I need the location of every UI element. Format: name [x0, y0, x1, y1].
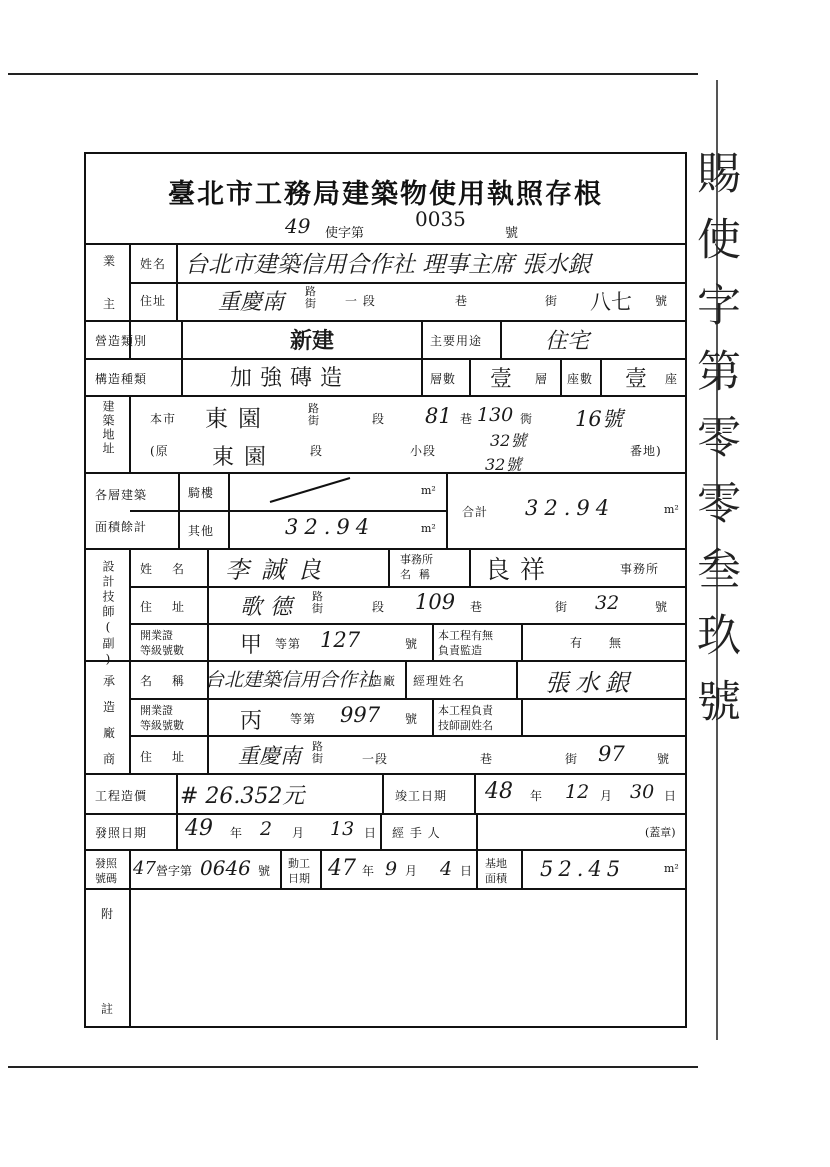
designer-section-label: 設計技師(副): [101, 560, 115, 669]
cost-value: # 26.352元: [180, 784, 305, 809]
site-small-section-word: 小段: [410, 444, 437, 458]
start-label-2: 日期: [288, 872, 310, 885]
contractor-number-value: 97: [598, 742, 625, 766]
site-number-value: 16號: [575, 407, 623, 431]
contractor-road-label: 路街: [312, 740, 323, 765]
issue-year: 49: [185, 816, 213, 841]
area-label-2: 面積餘計: [95, 520, 148, 534]
floors-unit: 層: [535, 372, 549, 386]
designer-number-value: 32: [595, 592, 620, 614]
arcade-label: 騎樓: [188, 486, 215, 500]
contractor-name-value: 台北建築信用合作社: [205, 669, 377, 691]
designer-office-suffix: 事務所: [620, 562, 660, 576]
start-label-1: 動工: [288, 857, 310, 870]
license-prefix: 使字第: [325, 226, 365, 241]
permit-year: 47: [133, 858, 156, 879]
license-year: 49: [285, 214, 311, 238]
designer-street-word: 街: [555, 600, 569, 614]
permit-label-1: 發照: [95, 857, 117, 870]
seal-label: (蓋章): [645, 826, 676, 839]
permit-suffix: 號: [258, 864, 272, 878]
start-month: 9: [385, 858, 398, 880]
page-title: 臺北市工務局建築物使用執照存根: [168, 179, 603, 210]
contractor-name-label: 名稱: [140, 674, 205, 688]
license-number: 0035: [415, 207, 466, 231]
site-orig-road: 東園: [212, 445, 277, 470]
contractor-section-label-3: 廠: [103, 726, 117, 740]
land-label-2: 面積: [485, 872, 507, 885]
structure-value: 加強磚造: [230, 366, 351, 391]
contractor-number-word: 號: [657, 752, 671, 766]
license-suffix: 號: [505, 226, 519, 241]
site-section-word: 段: [372, 412, 386, 426]
site-orig-label: (原: [150, 444, 169, 458]
scan-line-bottom: [8, 1066, 698, 1068]
designer-license-suffix: 號: [405, 637, 419, 651]
remarks-label-bottom: 註: [101, 1002, 115, 1016]
owner-address-label: 住址: [140, 294, 167, 308]
designer-license-number: 127: [320, 628, 361, 652]
designer-lane-word: 巷: [470, 600, 484, 614]
completion-day: 30: [630, 781, 655, 803]
owner-lane-word: 巷: [455, 294, 469, 308]
contractor-engineer-label-1: 本工程負責: [438, 704, 493, 717]
contractor-name-suffix: 造廠: [370, 674, 397, 688]
contractor-section-label-4: 商: [103, 752, 117, 766]
contractor-manager-label: 經理姓名: [413, 674, 466, 688]
designer-address-value: 歌德: [240, 595, 301, 620]
designer-name-value: 李誠良: [225, 556, 333, 584]
designer-office-label-2: 名稱: [400, 568, 438, 581]
structure-label: 構造種類: [95, 372, 148, 386]
construction-type-label: 營造類別: [95, 334, 148, 348]
designer-section-word: 段: [372, 600, 386, 614]
cost-label: 工程造價: [95, 789, 148, 803]
main-use-label: 主要用途: [430, 334, 483, 348]
site-section-label: 建築地址: [101, 400, 115, 456]
designer-number-word: 號: [655, 600, 669, 614]
site-road-label: 路街: [308, 402, 319, 427]
issue-m: 月: [292, 826, 306, 840]
issue-label: 發照日期: [95, 826, 148, 840]
designer-address-label: 住址: [140, 600, 205, 614]
completion-m: 月: [600, 789, 614, 803]
owner-address-value: 重慶南: [218, 290, 285, 315]
issue-y: 年: [230, 826, 244, 840]
site-lane-word: 巷: [460, 412, 474, 426]
completion-d: 日: [664, 789, 678, 803]
owner-street-word: 街: [545, 294, 559, 308]
start-d: 日: [460, 864, 474, 878]
site-city: 本市: [150, 412, 177, 426]
site-alley-word: 衖: [520, 412, 534, 426]
site-alley-value: 130: [477, 404, 514, 426]
start-year: 47: [328, 856, 356, 881]
designer-license-label-2: 等級號數: [140, 644, 184, 657]
other-unit: m²: [421, 522, 436, 535]
contractor-license-label-1: 開業證: [140, 704, 173, 717]
completion-year: 48: [485, 779, 513, 804]
designer-supervisor-label-2: 負責監造: [438, 644, 482, 657]
area-label-1: 各層建築: [95, 488, 148, 502]
total-label: 合計: [462, 505, 489, 519]
site-lot-no-1: 32號: [490, 431, 527, 450]
owner-section-label-1: 業: [103, 254, 117, 268]
contractor-license-label-2: 等級號數: [140, 719, 184, 732]
contractor-manager-value: 張水銀: [545, 669, 635, 697]
floors-value: 壹: [490, 367, 513, 392]
designer-lane-value: 109: [415, 590, 456, 614]
arcade-value: [265, 470, 355, 514]
issue-day: 13: [330, 818, 355, 840]
designer-license-grade: 甲: [240, 633, 263, 658]
arcade-unit: m²: [421, 484, 436, 497]
total-unit: m²: [664, 503, 679, 516]
designer-supervisor-label-1: 本工程有無: [438, 629, 493, 642]
owner-name-value: 台北市建築信用合作社 理事主席 張水銀: [185, 252, 591, 278]
designer-road-label: 路街: [312, 590, 323, 615]
construction-type-value: 新建: [290, 328, 335, 354]
owner-section-word: 一 段: [345, 294, 376, 308]
contractor-license-number: 997: [340, 703, 381, 727]
main-use-value: 住宅: [545, 329, 590, 354]
start-day: 4: [440, 858, 453, 880]
contractor-lane-word: 巷: [480, 752, 494, 766]
designer-supervisor-value: 有 無: [570, 636, 623, 650]
buildings-unit: 座: [665, 372, 679, 386]
start-m: 月: [405, 864, 419, 878]
issue-month: 2: [260, 818, 273, 840]
handler-label: 經 手 人: [392, 826, 441, 840]
site-lot-word: 番地): [630, 444, 662, 458]
remarks-label-top: 附: [101, 907, 115, 921]
contractor-license-grade: 丙: [240, 709, 263, 734]
contractor-engineer-label-2: 技師副姓名: [438, 719, 493, 732]
arcade-value-text: [300, 484, 301, 485]
land-label-1: 基地: [485, 857, 507, 870]
site-lane-value: 81: [425, 404, 452, 428]
owner-road-label: 路街: [305, 285, 316, 310]
land-unit: m²: [664, 862, 679, 875]
permit-label-2: 號碼: [95, 872, 117, 885]
floors-label: 層數: [430, 372, 457, 386]
designer-license-mid: 等第: [275, 637, 302, 651]
site-orig-section-word: 段: [310, 444, 324, 458]
total-value: 32.94: [525, 496, 616, 520]
permit-prefix: 營字第: [156, 864, 193, 878]
designer-office-value: 良祥: [485, 555, 556, 584]
designer-office-label-1: 事務所: [400, 553, 433, 566]
scan-line-top: [8, 73, 698, 75]
edge-text: 賜使字第零零叁玖號: [689, 150, 740, 744]
contractor-license-suffix: 號: [405, 712, 419, 726]
site-road-value: 東園: [205, 406, 271, 432]
start-y: 年: [362, 864, 376, 878]
completion-label: 竣工日期: [395, 789, 448, 803]
contractor-address-label: 住址: [140, 750, 205, 764]
contractor-section-word: 一段: [362, 752, 389, 766]
arcade-dash-stroke: [265, 470, 355, 510]
designer-license-label-1: 開業證: [140, 629, 173, 642]
designer-name-label: 姓名: [140, 562, 205, 576]
contractor-address-value: 重慶南: [238, 744, 301, 768]
owner-name-label: 姓名: [140, 257, 167, 271]
completion-y: 年: [530, 789, 544, 803]
land-value: 52.45: [540, 857, 626, 881]
site-lot-no-2: 32號: [485, 455, 522, 474]
contractor-street-word: 街: [565, 752, 579, 766]
other-label: 其他: [188, 524, 215, 538]
contractor-section-label-2: 造: [103, 700, 117, 714]
other-value: 32.94: [285, 515, 376, 539]
contractor-license-mid: 等第: [290, 712, 317, 726]
contractor-section-label-1: 承: [103, 674, 117, 688]
completion-month: 12: [565, 781, 590, 803]
owner-number-word: 號: [655, 294, 669, 308]
buildings-value: 壹: [625, 367, 648, 392]
permit-number: 0646: [200, 856, 251, 880]
issue-d: 日: [364, 826, 378, 840]
buildings-label: 座數: [567, 372, 594, 386]
owner-number-value: 八七: [590, 290, 632, 314]
owner-section-label-2: 主: [103, 297, 117, 311]
